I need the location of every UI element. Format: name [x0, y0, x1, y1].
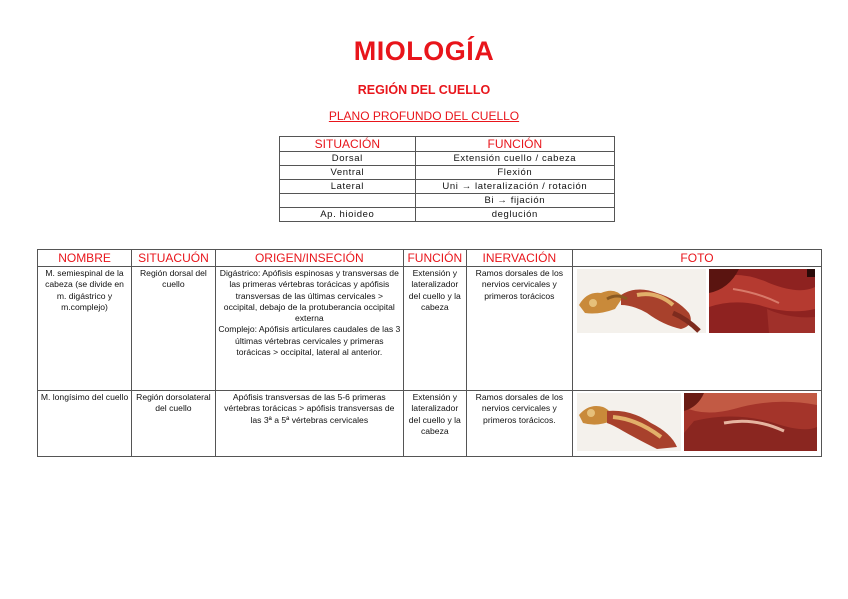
summary-cell: Bi → fijación [415, 194, 614, 208]
origen-digastrico: Digástrico: Apófisis espinosas y transversas de las primeras vértebras torácicas y apófisis transversas de las últimas cervicales > occipital, debajo de la protuberancia occipital externa [219, 268, 399, 324]
table-row [38, 267, 822, 391]
cell-situacion: Región dorsal del cuello [132, 267, 216, 391]
header-situacion: SITUACUÓN [132, 250, 216, 267]
summary-cell: Ventral [280, 166, 416, 180]
cell-origen: Apófisis transversas de las 5-6 primeras vértebras torácicas > apófisis transversas de las 3ª a 5ª vértebras cervicales [215, 391, 403, 457]
header-funcion: FUNCIÓN [403, 250, 466, 267]
summary-cell: Dorsal [280, 152, 416, 166]
cell-inervacion: Ramos dorsales de los nervios cervicales y primeros torácicos. [466, 391, 572, 457]
cell-funcion: Extensión y lateralizador del cuello y la cabeza [403, 391, 466, 457]
summary-header-row [280, 137, 615, 152]
page-subtitle: REGIÓN DEL CUELLO [357, 83, 491, 97]
summary-header-situacion: SITUACIÓN [280, 137, 416, 152]
summary-cell: Ap. hioideo [280, 208, 416, 222]
cell-nombre: M. semiespinal de la cabeza (se divide en m. digástrico y m.complejo) [38, 267, 132, 391]
anatomy-photo-dissection-skeleton [577, 269, 706, 333]
header-inervacion: INERVACIÓN [466, 250, 572, 267]
header-foto: FOTO [572, 250, 821, 267]
header-origen: ORIGEN/INSECIÓN [215, 250, 403, 267]
summary-row [280, 208, 615, 222]
summary-cell: Flexión [415, 166, 614, 180]
header-nombre: NOMBRE [38, 250, 132, 267]
cell-foto [572, 267, 821, 391]
cell-situacion: Región dorsolateral del cuello [132, 391, 216, 457]
summary-cell: Extensión cuello / cabeza [415, 152, 614, 166]
summary-row [280, 152, 615, 166]
summary-row [280, 180, 615, 194]
summary-cell: Lateral [280, 180, 416, 194]
cell-funcion: Extensión y lateralizador del cuello y la cabeza [403, 267, 466, 391]
muscle-table [37, 249, 822, 457]
table-row [38, 391, 822, 457]
anatomy-photo-muscle-closeup [709, 269, 815, 333]
origen-complejo: Complejo: Apófisis articulares caudales de las 3 últimas vértebras cervicales y primeras torácicas > occipital, lateral al anterior. [218, 324, 401, 358]
page-title: MIOLOGÍA [353, 36, 495, 66]
anatomy-photo-dissection-skeleton [577, 393, 681, 451]
cell-origen [215, 267, 403, 391]
summary-cell: deglución [415, 208, 614, 222]
summary-header-funcion: FUNCIÓN [415, 137, 614, 152]
summary-cell: Uni → lateralización / rotación [415, 180, 614, 194]
summary-row [280, 194, 615, 208]
anatomy-photo-muscle-closeup [684, 393, 817, 451]
summary-cell [280, 194, 416, 208]
summary-table [279, 136, 615, 222]
muscle-header-row [38, 250, 822, 267]
cell-nombre: M. longísimo del cuello [38, 391, 132, 457]
section-heading: PLANO PROFUNDO DEL CUELLO [328, 109, 520, 123]
summary-row [280, 166, 615, 180]
cell-foto [572, 391, 821, 457]
cell-inervacion: Ramos dorsales de los nervios cervicales y primeros torácicos [466, 267, 572, 391]
